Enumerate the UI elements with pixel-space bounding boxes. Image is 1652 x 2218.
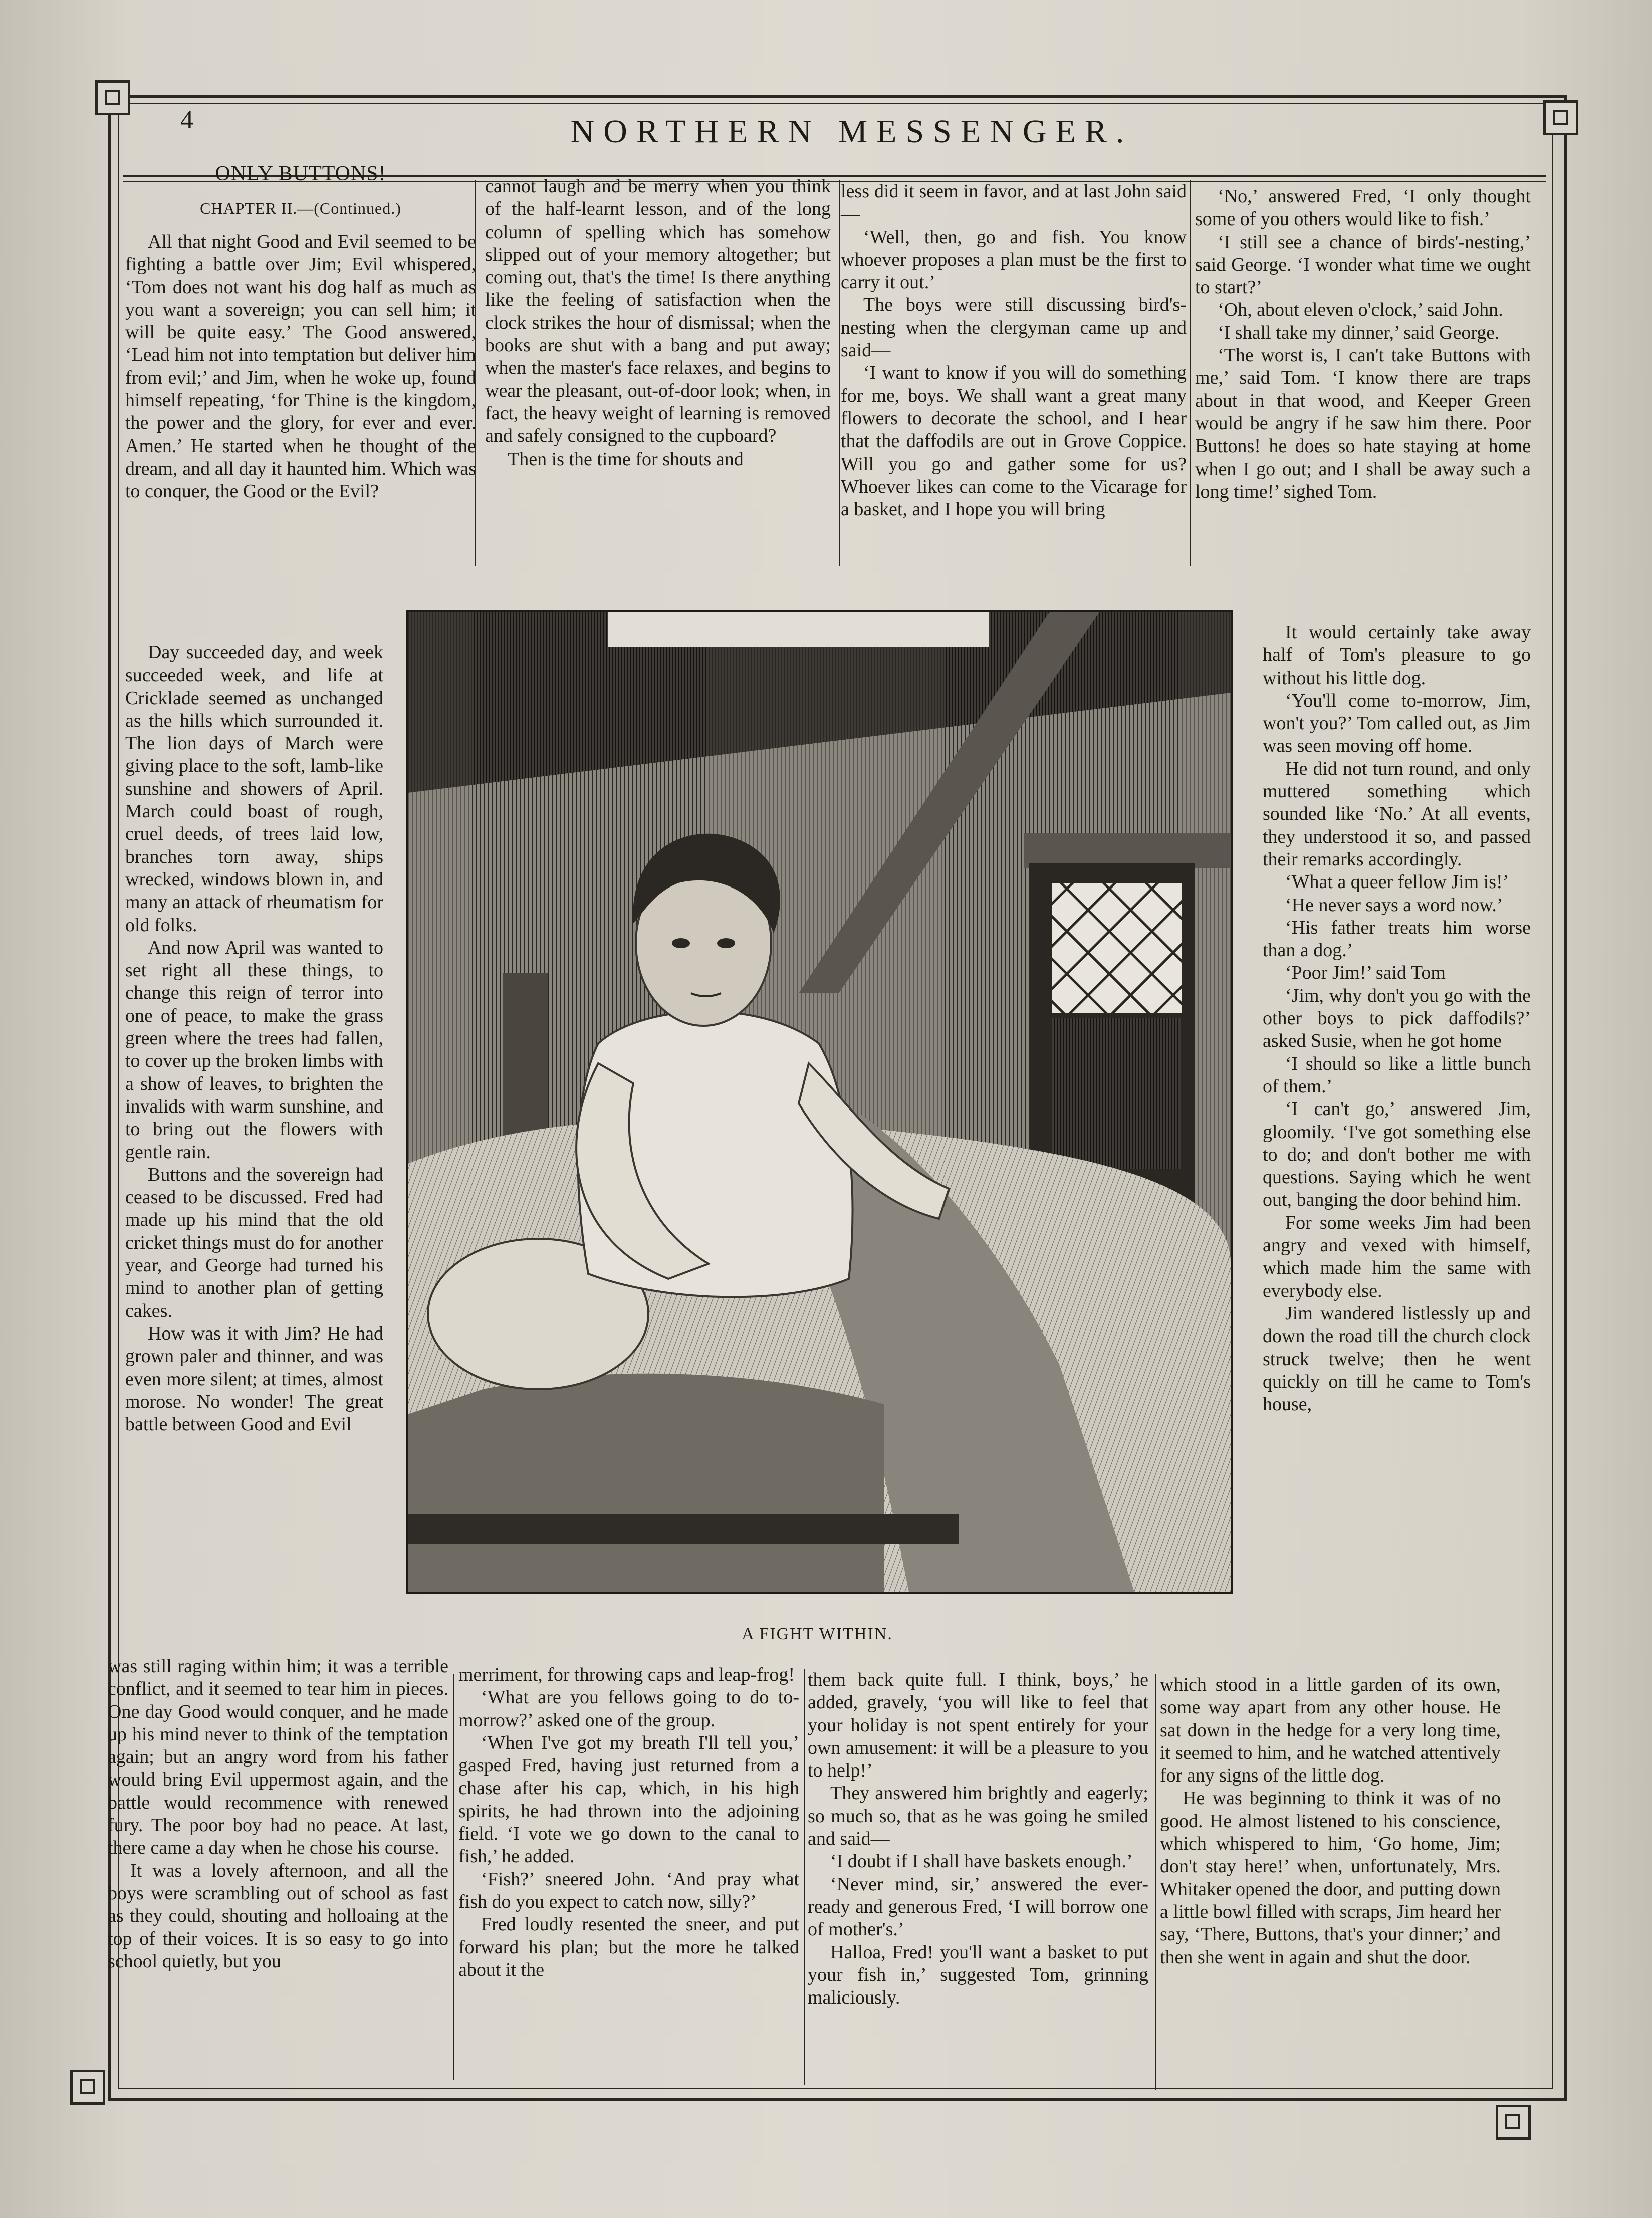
paragraph: They answered him brightly and eagerly; so much so, that as he was going he smiled and said—: [808, 1783, 1148, 1850]
story-title: ONLY BUTTONS!: [215, 162, 386, 185]
paragraph: ‘You'll come to-morrow, Jim, won't you?’ Tom called out, as Jim was seen moving off home.: [1263, 690, 1531, 757]
paragraph: ‘The worst is, I can't take Buttons with me,’ said Tom. ‘I know there are traps about in that wood, and Keeper Green would be angry if he saw him there. Poor Buttons! he does so hate staying at home when I go out; and I shall be away such a long time!’ sighed Tom.: [1195, 345, 1531, 502]
chapter-heading: CHAPTER II.—(Continued.): [200, 199, 401, 218]
illustration-caption: A FIGHT WITHIN.: [742, 1625, 893, 1643]
paragraph: was still raging within him; it was a terrible conflict, and it seemed to tear him in pieces. One day Good would conquer, and he made up his mind never to think of the temptation again; but an angry word from his father would bring Evil uppermost again, and the battle would recommence with renewed fury. The poor boy had no peace. At last, there came a day when he chose his course.: [108, 1656, 448, 1859]
paragraph: ‘Jim, why don't you go with the other boys to pick daffodils?’ asked Susie, when he got home: [1263, 985, 1531, 1052]
column-bottom-2: [458, 1664, 799, 1981]
paragraph: ‘I shall take my dinner,’ said George.: [1218, 322, 1500, 343]
paragraph: ‘Poor Jim!’ said Tom: [1285, 962, 1446, 984]
paragraph: Day succeeded day, and week succeeded week, and life at Cricklade seemed as unchanged as the hills which surrounded it. The lion days of March were giving place to the soft, lamb-like sunshine and showers of April. March could boast of rough, cruel deeds, of trees laid low, branches torn away, ships wrecked, windows blown in, and many an attack of rheumatism for old folks.: [125, 642, 383, 936]
column-top-3: [841, 180, 1187, 521]
paragraph: ‘What a queer fellow Jim is!’: [1285, 871, 1509, 893]
paragraph: ‘I should so like a little bunch of them.’: [1263, 1053, 1531, 1097]
column-rule: [1190, 180, 1191, 566]
column-top-2: [485, 175, 831, 471]
paragraph: Buttons and the sovereign had ceased to be discussed. Fred had made up his mind that the old cricket things must do for another year, and George had turned his mind to another plan of getting cakes.: [125, 1164, 383, 1321]
paragraph: Jim wandered listlessly up and down the road till the church clock struck twelve; then he went quickly on till he came to Tom's house,: [1263, 1302, 1531, 1415]
paragraph: ‘I still see a chance of birds'-nesting,’ said George. ‘I wonder what time we ought to start?’: [1195, 231, 1531, 298]
paragraph: And now April was wanted to set right all these things, to change this reign of terror into one of peace, to make the grass green where the trees had fallen, to cover up the broken limbs with a show of leaves, to brighten the invalids with warm sunshine, and to bring out the flowers with gentle rain.: [125, 937, 383, 1163]
paragraph: ‘I want to know if you will do something for me, boys. We shall want a great many flowers to decorate the school, and I hear that the daffodils are out in Grove Coppice. Will you go and gather some for us? Whoever likes can come to the Vicarage for a basket, and I hope you will bring: [841, 362, 1187, 520]
column-top-left: [125, 163, 476, 226]
corner-ornament-icon: [1543, 100, 1578, 135]
paragraph: ‘He never says a word now.’: [1285, 894, 1503, 916]
paragraph: which stood in a little garden of its own, some way apart from any other house. He sat down in the hedge for a very long time, it seemed to him, and he watched attentively for any signs of the little dog.: [1160, 1674, 1501, 1787]
paragraph: ‘I can't go,’ answered Jim, gloomily. ‘I've got something else to do; and don't bother me with questions. Saying which he went out, banging the door behind him.: [1263, 1098, 1531, 1211]
corner-ornament-icon: [70, 2070, 105, 2105]
column-left-beside-illustration: [125, 641, 383, 1436]
paragraph: For some weeks Jim had been angry and vexed with himself, which made him the same with everybody else.: [1263, 1212, 1531, 1301]
paragraph: ‘No,’ answered Fred, ‘I only thought some of you others would like to fish.’: [1195, 186, 1531, 230]
column-bottom-1: [108, 1655, 448, 1973]
paragraph: Fred loudly resented the sneer, and put forward his plan; but the more he talked about it the: [458, 1914, 799, 1980]
paragraph: ‘When I've got my breath I'll tell you,’ gasped Fred, having just returned from a chase after his cap, which, in his high spirits, he had thrown into the adjoining field. ‘I vote we go down to the canal to fish,’ he added.: [458, 1732, 799, 1867]
corner-ornament-icon: [1496, 2105, 1531, 2140]
column-bottom-4: [1160, 1674, 1501, 1969]
paragraph: ‘I doubt if I shall have baskets enough.’: [830, 1851, 1133, 1872]
column-rule: [475, 180, 476, 566]
paragraph: How was it with Jim? He had grown paler and thinner, and was even more silent; at times, almost morose. No wonder! The great battle between Good and Evil: [125, 1322, 383, 1435]
page-number: 4: [180, 106, 193, 134]
paragraph: He did not turn round, and only muttered something which sounded like ‘No.’ At all events, they understood it so, and passed their remarks accordingly.: [1263, 758, 1531, 870]
paragraph: ‘Well, then, go and fish. You know whoever proposes a plan must be the first to carry it out.’: [841, 226, 1187, 293]
boy-in-bed-engraving: [408, 612, 1231, 1592]
paragraph: Halloa, Fred! you'll want a basket to put your fish in,’ suggested Tom, grinning maliciously.: [808, 1941, 1148, 2009]
engraving-illustration: [406, 610, 1233, 1594]
column-rule: [1155, 1674, 1156, 2090]
paragraph: them back quite full. I think, boys,’ he added, gravely, ‘you will like to feel that your holiday is not spent entirely for your own amusement: it will be a pleasure to you to help!’: [808, 1669, 1148, 1782]
column-rule: [453, 1674, 454, 2080]
paragraph: cannot laugh and be merry when you think of the half-learnt lesson, and of the long column of spelling which has somehow slipped out of your memory altogether; but coming out, that's the time! Is there anything like the feeling of satisfaction when the clock strikes the hour of dismissal; when the books are shut with a bang and put away; when the master's face relaxes, and begins to wear the pleasant, out-of-door look; when, in fact, the heavy weight of learning is removed and safely consigned to the cupboard?: [485, 176, 831, 447]
corner-ornament-icon: [95, 80, 130, 115]
paragraph: ‘What are you fellows going to do to-morrow?’ asked one of the group.: [458, 1687, 799, 1731]
paragraph: ‘Never mind, sir,’ answered the ever-ready and generous Fred, ‘I will borrow one of mother's.’: [808, 1873, 1148, 1940]
paragraph: Then is the time for shouts and: [508, 448, 744, 470]
paragraph: less did it seem in favor, and at last John said—: [841, 181, 1187, 225]
column-rule: [804, 1669, 805, 2085]
paragraph: It was a lovely afternoon, and all the boys were scrambling out of school as fast as they could, shouting and holloaing at the top of their voices. It is so easy to go into school quietly, but you: [108, 1860, 448, 1972]
paragraph: ‘His father treats him worse than a dog.’: [1263, 917, 1531, 961]
column-top-right: [1195, 185, 1531, 503]
column-bottom-3: [808, 1669, 1148, 2009]
paragraph: merriment, for throwing caps and leap-frog!: [458, 1664, 795, 1685]
column-right-beside-illustration: [1263, 621, 1531, 1416]
paragraph: It would certainly take away half of Tom's pleasure to go without his little dog.: [1263, 622, 1531, 689]
column-top-left-text: [125, 231, 476, 503]
paragraph: He was beginning to think it was of no good. He almost listened to his conscience, which whispered to him, ‘Go home, Jim; don't stay here!’ when, unfortunately, Mrs. Whitaker opened the door, and putting down a little bowl filled with scraps, Jim heard her say, ‘There, Buttons, that's your dinner;’ and then she went in again and shut the door.: [1160, 1788, 1501, 1968]
paragraph: ‘Oh, about eleven o'clock,’ said John.: [1218, 299, 1503, 321]
masthead: NORTHERN MESSENGER.: [570, 113, 1133, 150]
paragraph: The boys were still discussing bird's-nesting when the clergyman came up and said—: [841, 294, 1187, 361]
paragraph: ‘Fish?’ sneered John. ‘And pray what fish do you expect to catch now, silly?’: [458, 1868, 799, 1912]
column-rule: [839, 180, 840, 566]
paragraph: All that night Good and Evil seemed to be fighting a battle over Jim; Evil whispered, ‘Tom does not want his dog half as much as you want a sovereign; you can sell him; it will be quite easy.’ The Good answered, ‘Lead him not into temptation but deliver him from evil;’ and Jim, when he woke up, found himself repeating, ‘for Thine is the kingdom, the power and the glory, for ever and ever. Amen.’ He started when he thought of the dream, and all day it haunted him. Which was to conquer, the Good or the Evil?: [125, 231, 476, 502]
